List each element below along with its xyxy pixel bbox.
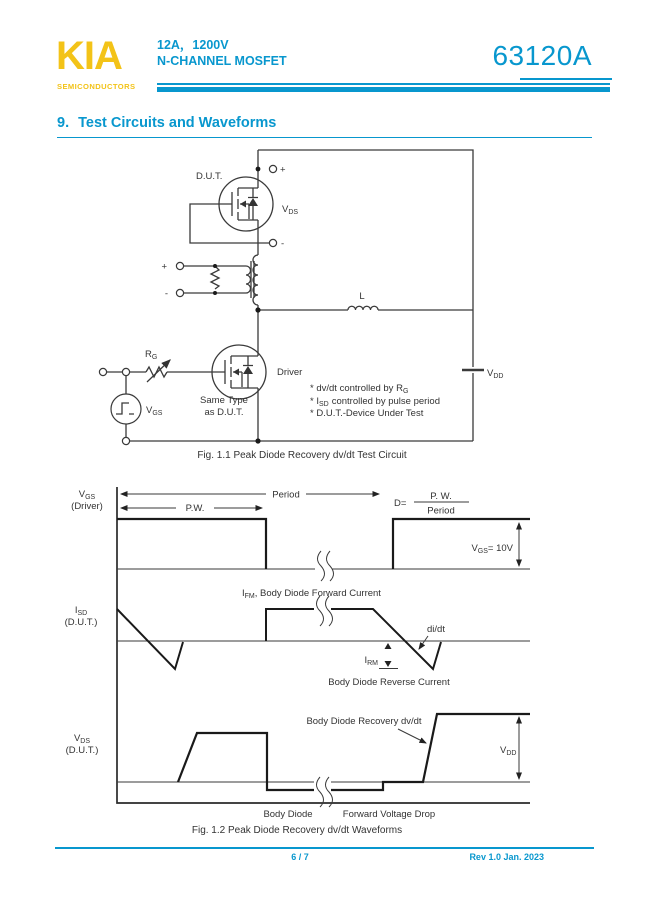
note-dvdt: * dv/dt controlled by $R_G$ xyxy=(310,383,409,396)
isd-waveform xyxy=(117,596,530,669)
didt-label: di/dt xyxy=(427,624,445,635)
body-diode-label: Body Diode xyxy=(263,809,313,820)
forward-voltage-drop-label: Forward Voltage Drop xyxy=(342,809,436,820)
vgs-label: $V_{GS}$ xyxy=(146,405,163,418)
vdd-arrow-label: $V_{DD}$ xyxy=(500,745,517,758)
duty-denominator: Period xyxy=(427,505,455,517)
recovery-dvdt-label: Body Diode Recovery dv/dt xyxy=(306,716,422,727)
driver-label: Driver xyxy=(277,367,303,378)
same-type-line2: as D.U.T. xyxy=(204,407,244,418)
section-title-text: Test Circuits and Waveforms xyxy=(78,115,277,131)
axis1-sublabel: (Driver) xyxy=(71,501,103,512)
vgs-10v-label: $V_{GS}= 10V$ xyxy=(471,543,513,556)
waveforms-figure xyxy=(55,470,600,845)
header-rule-thin xyxy=(157,83,610,85)
duty-numerator: P. W. xyxy=(430,491,452,502)
part-number: 63120A xyxy=(492,40,592,71)
gate-transformer xyxy=(176,255,260,313)
section-underline xyxy=(57,137,592,138)
note-dut: * D.U.T.-Device Under Test xyxy=(310,408,424,419)
reverse-current-label: Body Diode Reverse Current xyxy=(328,677,450,688)
test-circuit-figure xyxy=(55,145,600,465)
pw-label: P.W. xyxy=(185,503,205,514)
axis3-sublabel: (D.U.T.) xyxy=(65,745,99,756)
period-label: Period xyxy=(272,489,300,501)
plus-terminal-label: + xyxy=(280,164,286,176)
vds-label: $V_{DS}$ xyxy=(282,204,299,217)
rg-label: $R_G$ xyxy=(145,349,158,362)
device-rating: 12A，1200V xyxy=(157,38,229,52)
axis3-label: $V_{DS}$ xyxy=(73,733,91,746)
fig1-caption: Fig. 1.1 Peak Diode Recovery dv/dt Test Circuit xyxy=(197,450,407,461)
vgs-waveform xyxy=(117,494,530,581)
duty-lhs: D= xyxy=(394,498,407,509)
part-number-underline xyxy=(520,78,612,80)
forward-current-label: $I_{FM}$, Body Diode Forward Current xyxy=(242,588,381,601)
input-plus-label: + xyxy=(161,261,167,273)
revision-info: Rev 1.0 Jan. 2023 xyxy=(469,852,544,862)
note-isd: * $I_{SD}$ controlled by pulse period xyxy=(310,396,440,409)
axis2-sublabel: (D.U.T.) xyxy=(64,617,98,628)
brand-tagline: SEMICONDUCTORS xyxy=(57,82,136,91)
section-title xyxy=(57,115,276,131)
page-number: 6 / 7 xyxy=(291,852,309,862)
brand-logo: KIA xyxy=(56,34,122,78)
section-number: 9. xyxy=(57,115,70,131)
dut-label: D.U.T. xyxy=(196,171,223,182)
footer-rule xyxy=(55,847,594,849)
irm-label: $I_{RM}$ xyxy=(364,655,378,668)
same-type-line1: Same Type xyxy=(200,395,248,406)
waveform-axes xyxy=(117,487,530,803)
fig2-caption: Fig. 1.2 Peak Diode Recovery dv/dt Waveforms xyxy=(191,825,403,836)
dut-mosfet-symbol xyxy=(190,177,273,243)
axis1-label: $V_{GS}$ xyxy=(78,489,96,502)
axis2-label: $I_{SD}$ xyxy=(74,605,88,618)
header-rule-thick xyxy=(157,87,610,93)
minus-terminal-label: - xyxy=(281,238,285,250)
device-type: N-CHANNEL MOSFET xyxy=(157,54,287,68)
input-minus-label: - xyxy=(164,288,168,300)
inductor-label: L xyxy=(359,291,365,302)
vdd-label: $V_{DD}$ xyxy=(487,368,504,381)
vds-waveform xyxy=(117,714,530,807)
